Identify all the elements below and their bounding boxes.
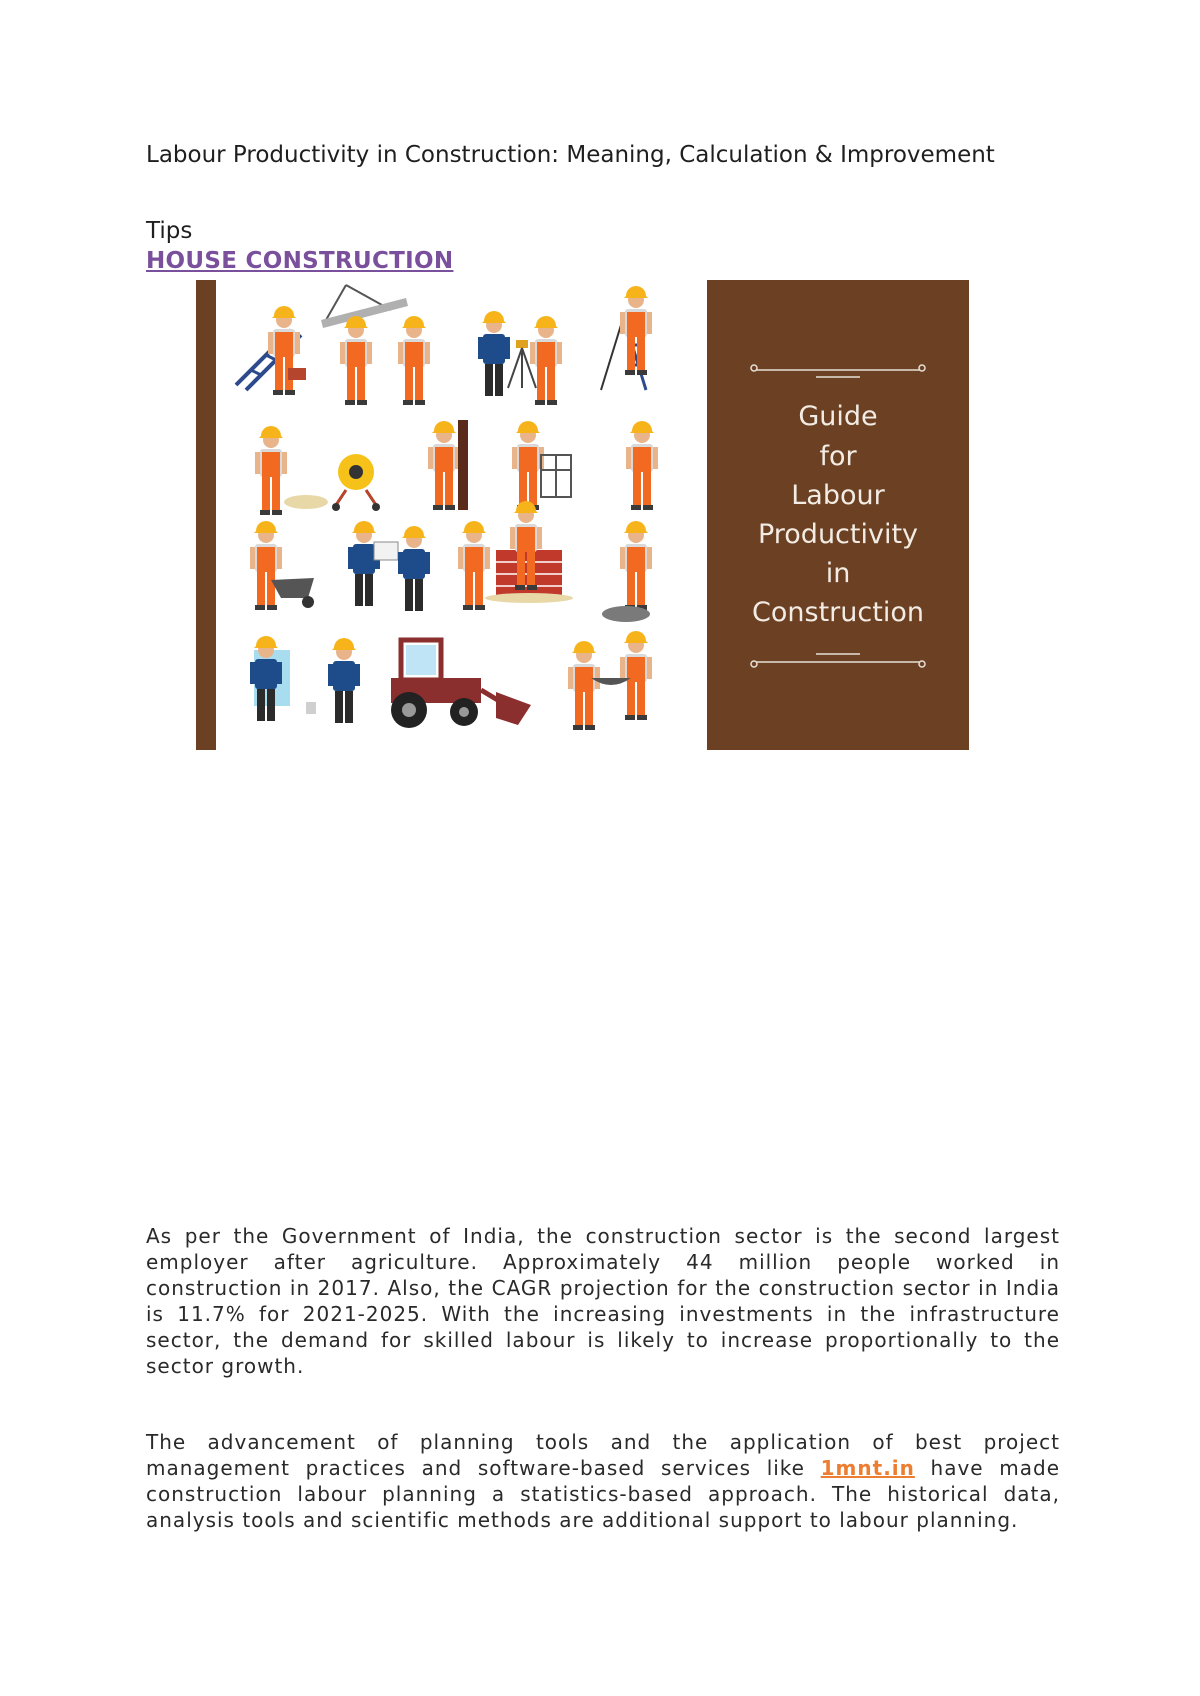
rubble-pile-icon [602,606,650,622]
wheelbarrow-icon [271,578,314,608]
guide-line: Productivity [757,519,919,550]
brick-frame-icon [541,455,571,497]
engineer-figure [478,311,510,396]
category-link[interactable]: HOUSE CONSTRUCTION [146,248,454,274]
worker-figure [530,316,562,405]
guide-line: Construction [752,597,924,628]
paragraph-text: The advancement of planning tools and the application of best project management practices and software-based services like [146,1430,1060,1480]
page-title: Labour Productivity in Construction: Meaning, Calculation & Improvement [146,142,995,168]
sand-pile-icon [284,495,328,509]
cement-mixer-icon [332,454,380,511]
guide-line: for [819,441,857,472]
worker-figure [398,316,430,405]
wooden-beam-icon [458,420,468,510]
body-paragraph: As per the Government of India, the construction sector is the second largest employer after agriculture. Approximately 44 million people worked in construction in 2017. Also, the CAGR projection for the construction sector in India is 11.7% for 2021-2025. With the increasing investments in the infrastructure sector, the demand for skilled labour is likely to increase proportionally to the sector growth. [146,1224,1060,1378]
left-brown-bar [196,280,216,750]
site-link[interactable]: 1mnt.in [820,1456,915,1480]
bulldozer-icon [391,640,531,728]
guide-line: Guide [798,401,878,432]
engineer-figure [250,636,282,721]
toolbox-icon [288,368,306,380]
blueprint-icon [374,542,398,560]
worker-figure [268,306,300,395]
worker-figure [255,426,287,515]
worker-figure [568,641,600,730]
worker-figure [626,421,658,510]
paint-bucket-icon [306,702,316,714]
guide-panel [707,280,969,750]
worker-figure [458,521,490,610]
worker-figure [512,421,544,510]
engineer-figure [398,526,430,611]
body-paragraph [146,1429,1060,1533]
engineer-figure [348,521,380,606]
section-label: Tips [146,218,193,244]
paragraph-text: have made construction labour planning a statistics-based approach. The historical data, analysis tools and scientific methods are additional support to labour planning. [146,1456,1061,1532]
worker-figure [340,316,372,405]
worker-figure [620,631,652,720]
guide-line: Labour [791,480,885,511]
engineer-figure [328,638,360,723]
worker-figure [620,521,652,610]
worker-figure [428,421,460,510]
worker-figure [250,521,282,610]
guide-line: in [825,558,851,589]
hero-image [196,280,969,750]
